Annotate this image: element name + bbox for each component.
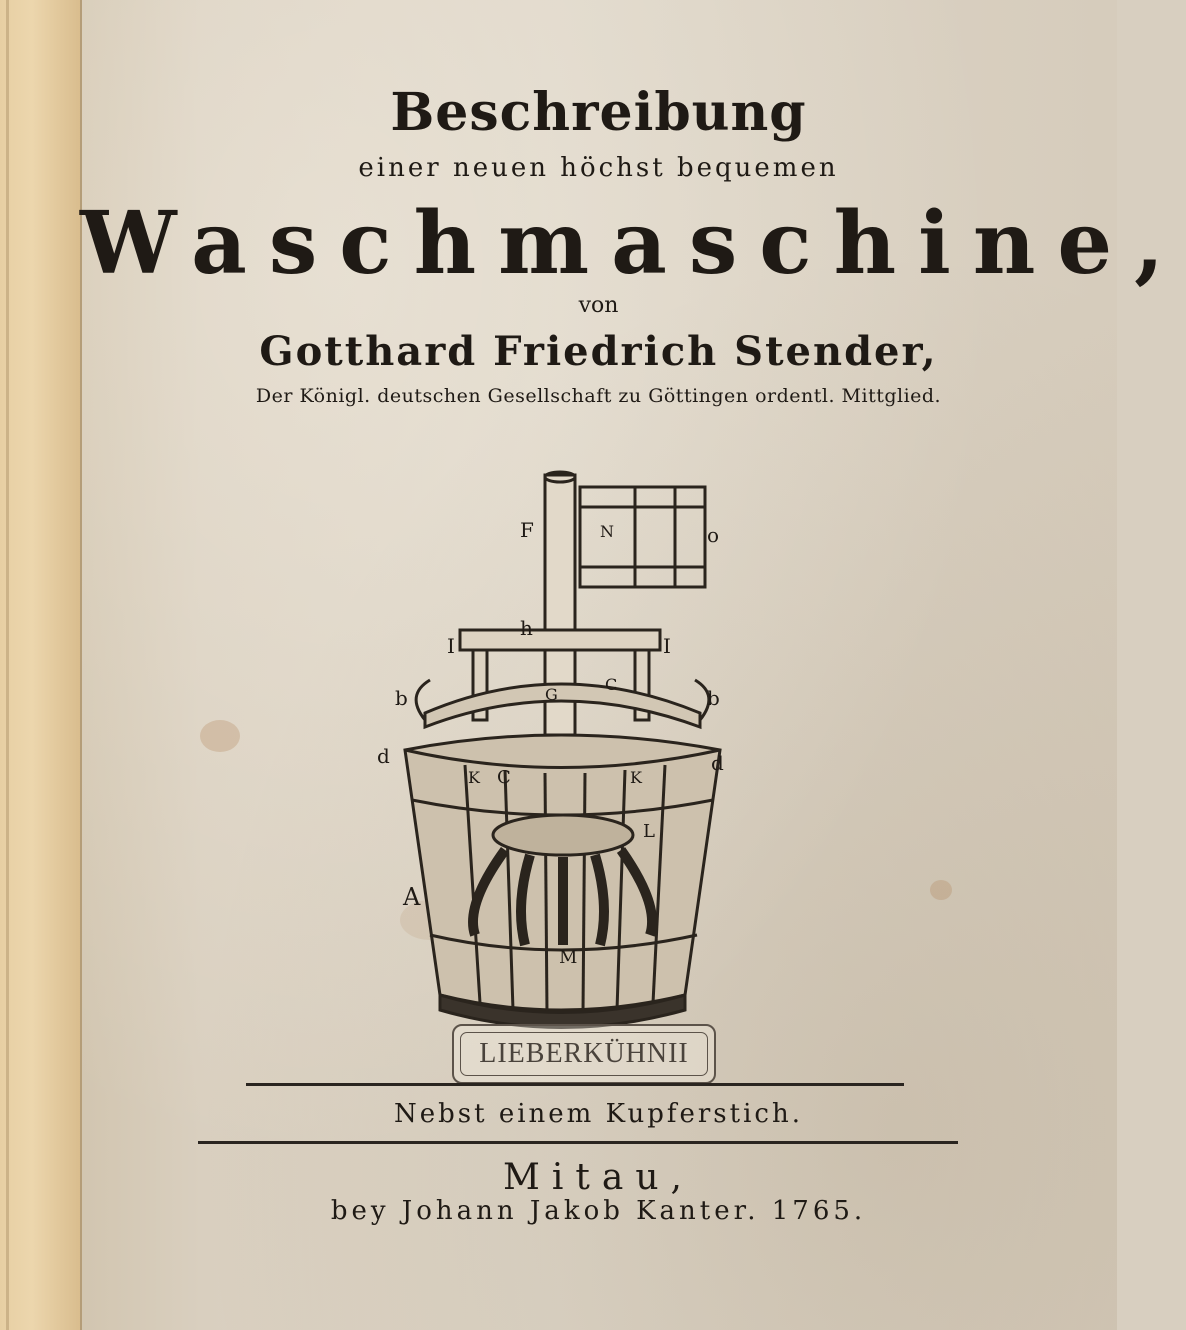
label-G: G: [545, 685, 558, 704]
foxing-stain: [200, 720, 240, 752]
label-A: A: [403, 883, 421, 911]
label-O: o: [707, 523, 720, 547]
label-b-right: b: [707, 686, 720, 710]
label-C: C: [497, 767, 511, 788]
imprint-publisher: bey Johann Jakob Kanter. 1765.: [330, 1196, 867, 1226]
title-line-2: einer neuen höchst bequemen: [358, 153, 839, 183]
handle-frame: [580, 487, 705, 587]
library-stamp: [452, 1024, 716, 1084]
label-d-left: d: [377, 744, 390, 768]
label-h: h: [520, 616, 533, 640]
label-C-top: C: [605, 675, 618, 694]
divider-rule-top: [246, 1083, 904, 1086]
label-I-left: I: [447, 634, 455, 658]
title-von: von: [578, 293, 619, 318]
label-b-left: b: [395, 686, 408, 710]
foxing-stain: [930, 880, 952, 900]
label-N: N: [600, 522, 614, 541]
main-title: Waschmaschine,: [80, 193, 1186, 294]
label-K-left: K: [468, 768, 480, 787]
book-spine: [0, 0, 82, 1330]
engraving-note: Nebst einem Kupferstich.: [394, 1099, 803, 1129]
washing-machine-engraving: [377, 465, 745, 1035]
author-affiliation: Der Königl. deutschen Gesellschaft zu Göttingen ordentl. Mittglied.: [255, 385, 942, 407]
label-M: M: [559, 947, 578, 968]
author-name: Gotthard Friedrich Stender,: [259, 328, 938, 375]
library-stamp-text: LIEBERKÜHNII: [460, 1032, 708, 1076]
label-d-right: d: [711, 751, 724, 775]
label-F: F: [520, 518, 534, 542]
label-L: L: [643, 821, 655, 842]
divider-rule-bottom: [198, 1141, 958, 1144]
title-line-1: Beschreibung: [390, 82, 807, 143]
label-I-right: I: [663, 634, 671, 658]
label-K-right: K: [630, 768, 642, 787]
imprint-place: Mitau,: [503, 1157, 694, 1198]
